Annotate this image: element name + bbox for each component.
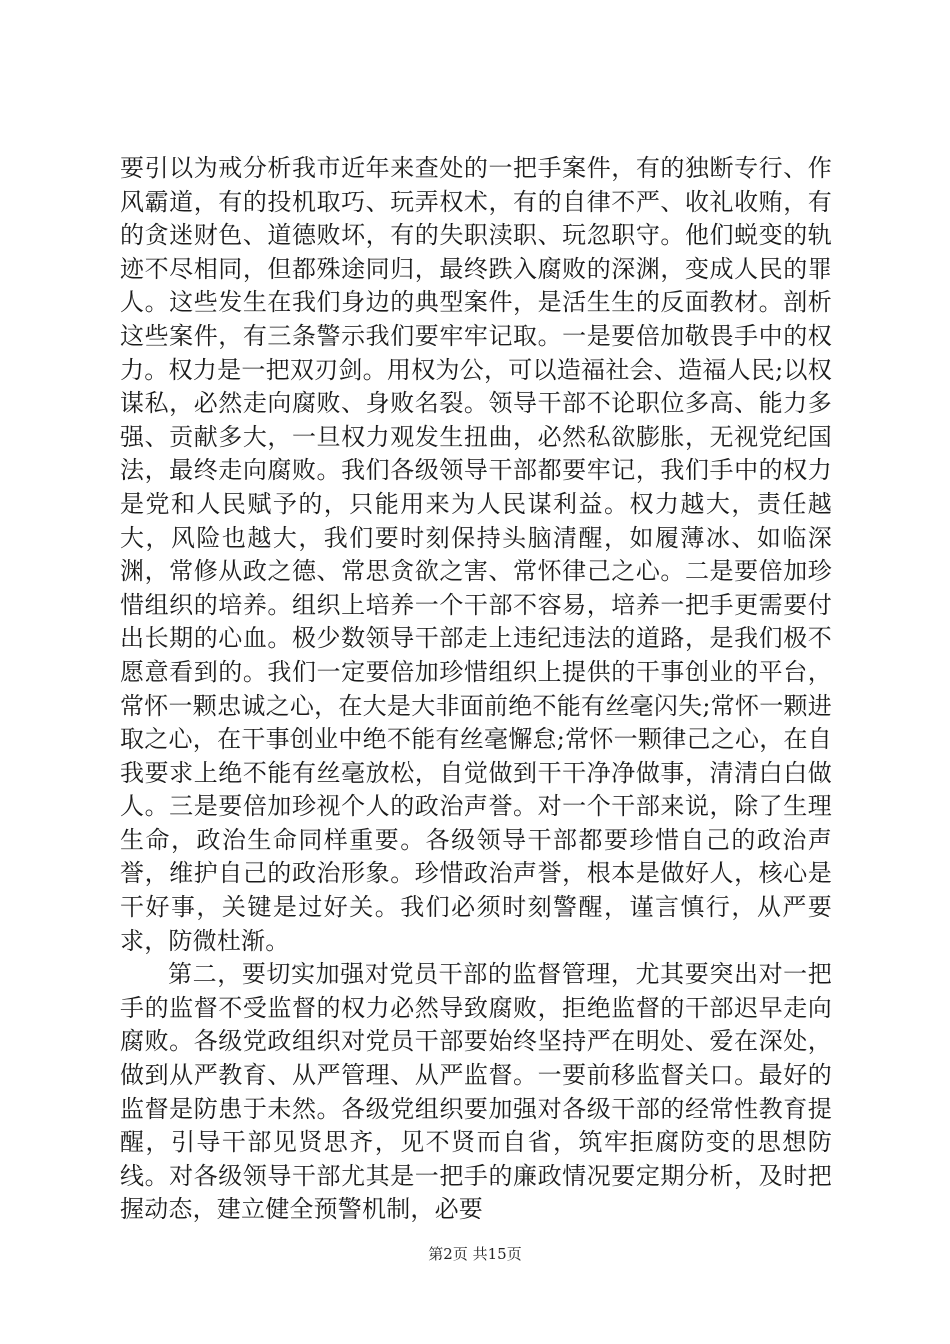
paragraph-2: 第二，要切实加强对党员干部的监督管理，尤其要突出对一把手的监督不受监督的权力必然导致腐败，拒绝监督的干部迟早走向腐败。各级党政组织对党员干部要始终坚持严在明处、爱在深处，做到从严教育、从严管理、从严监督。一要前移监督关口。最好的监督是防患于未然。各级党组织要加强对各级干部的经常性教育提醒，引导干部见贤思齐，见不贤而自省，筑牢拒腐防变的思想防线。对各级领导干部尤其是一把手的廉政情况要定期分析，及时把握动态，建立健全预警机制，必要	[120, 960, 832, 1224]
page-footer: 第2页 共15页	[428, 1245, 522, 1263]
document-body	[120, 152, 832, 1227]
paragraph-1: 要引以为戒分析我市近年来查处的一把手案件，有的独断专行、作风霸道，有的投机取巧、玩弄权术，有的自律不严、收礼收贿，有的贪迷财色、道德败坏，有的失职渎职、玩忽职守。他们蜕变的轨迹不尽相同，但都殊途同归，最终跌入腐败的深渊，变成人民的罪人。这些发生在我们身边的典型案件，是活生生的反面教材。剖析这些案件，有三条警示我们要牢牢记取。一是要倍加敬畏手中的权力。权力是一把双刃剑。用权为公，可以造福社会、造福人民;以权谋私，必然走向腐败、身败名裂。领导干部不论职位多高、能力多强、贡献多大，一旦权力观发生扭曲，必然私欲膨胀，无视党纪国法，最终走向腐败。我们各级领导干部都要牢记，我们手中的权力是党和人民赋予的，只能用来为人民谋利益。权力越大，责任越大，风险也越大，我们要时刻保持头脑清醒，如履薄冰、如临深渊，常修从政之德、常思贪欲之害、常怀律己之心。二是要倍加珍惜组织的培养。组织上培养一个干部不容易，培养一把手更需要付出长期的心血。极少数领导干部走上违纪违法的道路，是我们极不愿意看到的。我们一定要倍加珍惜组织上提供的干事创业的平台，常怀一颗忠诚之心，在大是大非面前绝不能有丝毫闪失;常怀一颗进取之心，在干事创业中绝不能有丝毫懈怠;常怀一颗律己之心，在自我要求上绝不能有丝毫放松，自觉做到干干净净做事，清清白白做人。三是要倍加珍视个人的政治声誉。对一个干部来说，除了生理生命，政治生命同样重要。各级领导干部都要珍惜自己的政治声誉，维护自己的政治形象。珍惜政治声誉，根本是做好人，核心是干好事，关键是过好关。我们必须时刻警醒，谨言慎行，从严要求，防微杜渐。	[120, 154, 832, 955]
